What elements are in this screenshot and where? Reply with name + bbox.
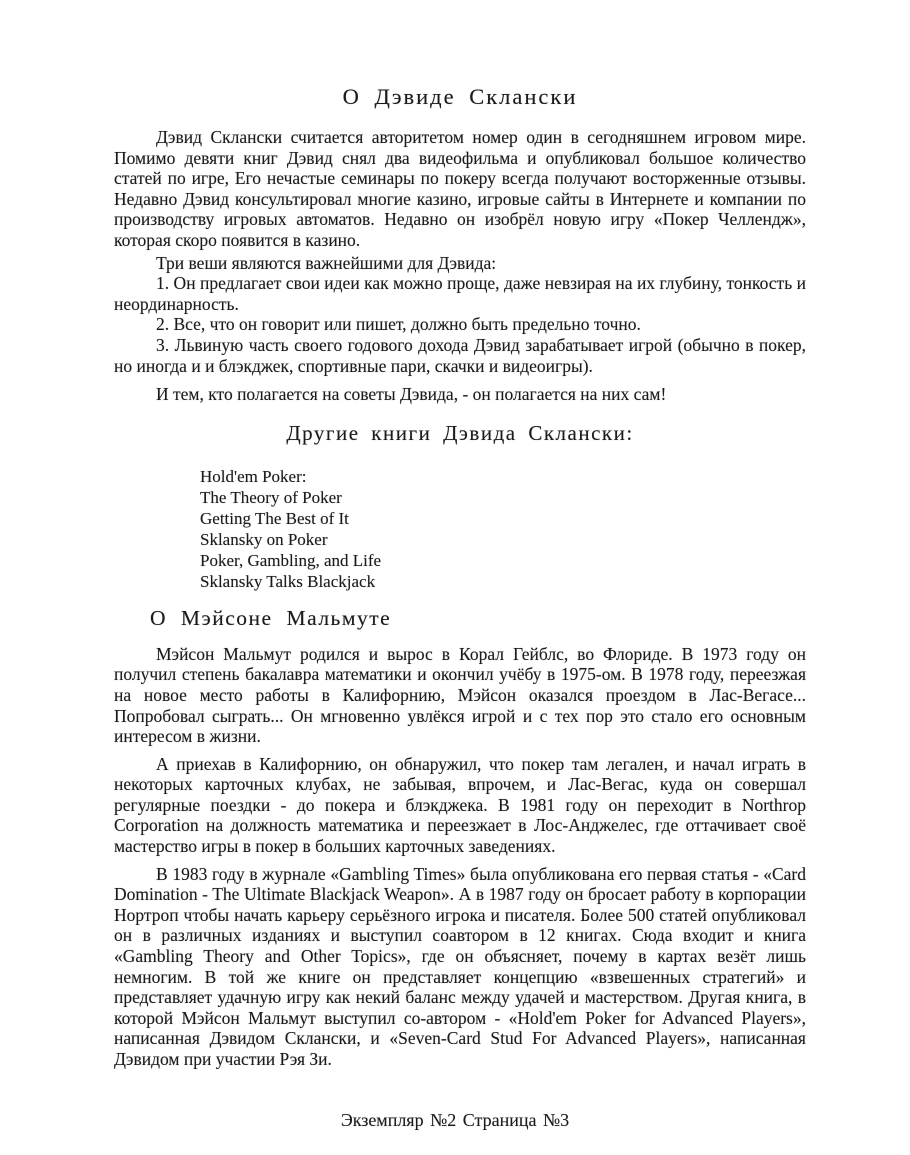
- book-list-item: The Theory of Poker: [200, 487, 342, 507]
- sklansky-list-item-1: 1. Он предлагает свои идеи как можно проще, даже невзирая на их глубину, тонкость и неординарность.: [114, 273, 806, 314]
- book-list-item: Poker, Gambling, and Life: [200, 550, 382, 570]
- section-title-other-books: Другие книги Дэвида Склански:: [286, 420, 634, 445]
- book-list-item: Sklansky Talks Blackjack: [200, 571, 376, 591]
- malmuth-paragraph-1: Мэйсон Мальмут родился и вырос в Корал Гейблс, во Флориде. В 1973 году он получил степень бакалавра математики и окончил учёбу в 1975-ом. В 1978 году, переезжая на новое место работы в Калифорнию, Мэйсон оказался проездом в Лас-Вегасе... Попробовал сыграть... Он мгновенно увлёкся игрой и с тех пор это стало его основным интересом в жизни.: [114, 643, 806, 747]
- sklansky-intro-paragraph: Дэвид Склански считается авторитетом номер один в сегодняшнем игровом мире. Помимо девяти книг Дэвид снял два видеофильма и опубликовал большое количество статей по игре, Его нечастые семинары по покеру всегда получают восторженные отзывы. Недавно Дэвид консультировал многие казино, игровые сайты в Интернете и компании по производству игровых автоматов. Недавно он изобрёл новую игру «Покер Челлендж», которая скоро появится в казино.: [114, 127, 806, 250]
- section-title-sklansky: О Дэвиде Склански: [342, 84, 578, 109]
- malmuth-paragraph-2: А приехав в Калифорнию, он обнаружил, что покер там легален, и начал играть в некоторых карточных клубах, не забывая, впрочем, и Лас-Вегас, куда он совершал регулярные поездки - до покера и блэкджека. В 1981 году он переходит в Northrop Corporation на должность математика и переезжает в Лос-Анджелес, где оттачивает своё мастерство игры в покер в больших карточных заведениях.: [114, 753, 806, 857]
- book-list-item: Hold'em Poker:: [200, 466, 307, 486]
- section-title-malmuth: О Мэйсоне Мальмуте: [150, 605, 392, 630]
- book-list-item: Getting The Best of It: [200, 508, 349, 528]
- book-list-item: Sklansky on Poker: [200, 529, 328, 549]
- sklansky-closing-line: И тем, кто полагается на советы Дэвида, - он полагается на них сам!: [156, 384, 667, 405]
- sklansky-list-intro: Три веши являются важнейшими для Дэвида:: [156, 252, 497, 273]
- malmuth-paragraph-3: В 1983 году в журнале «Gambling Times» была опубликована его первая статья - «Card Domination - The Ultimate Blackjack Weapon». А в 1987 году он бросает работу в корпорации Нортроп чтобы начать карьеру серьёзного игрока и писателя. Более 500 статей опубликовал он в различных изданиях и выступил соавтором в 12 книгах. Сюда входит и книга «Gambling Theory and Other Topics», где он объясняет, почему в картах везёт лишь немногим. В той же книге он представляет концепцию «взвешенных стратегий» и представляет удачную игру как некий баланс между удачей и мастерством. Другая книга, в которой Мэйсон Мальмут выступил со-автором - «Hold'em Poker for Advanced Players», написанная Дэвидом Склански, и «Seven-Card Stud For Advanced Players», написанная Дэвидом при участии Рэя Зи.: [114, 863, 806, 1069]
- book-list: [200, 466, 806, 592]
- sklansky-list-item-3: 3. Львиную часть своего годового дохода Дэвид зарабатывает игрой (обычно в покер, но иногда и и блэкджек, спортивные пари, скачки и видеоигры).: [114, 334, 806, 376]
- sklansky-list-item-2: 2. Все, что он говорит или пишет, должно быть предельно точно.: [156, 314, 641, 335]
- page-footer-copy-and-page-number: Экземпляр №2 Страница №3: [340, 1110, 570, 1130]
